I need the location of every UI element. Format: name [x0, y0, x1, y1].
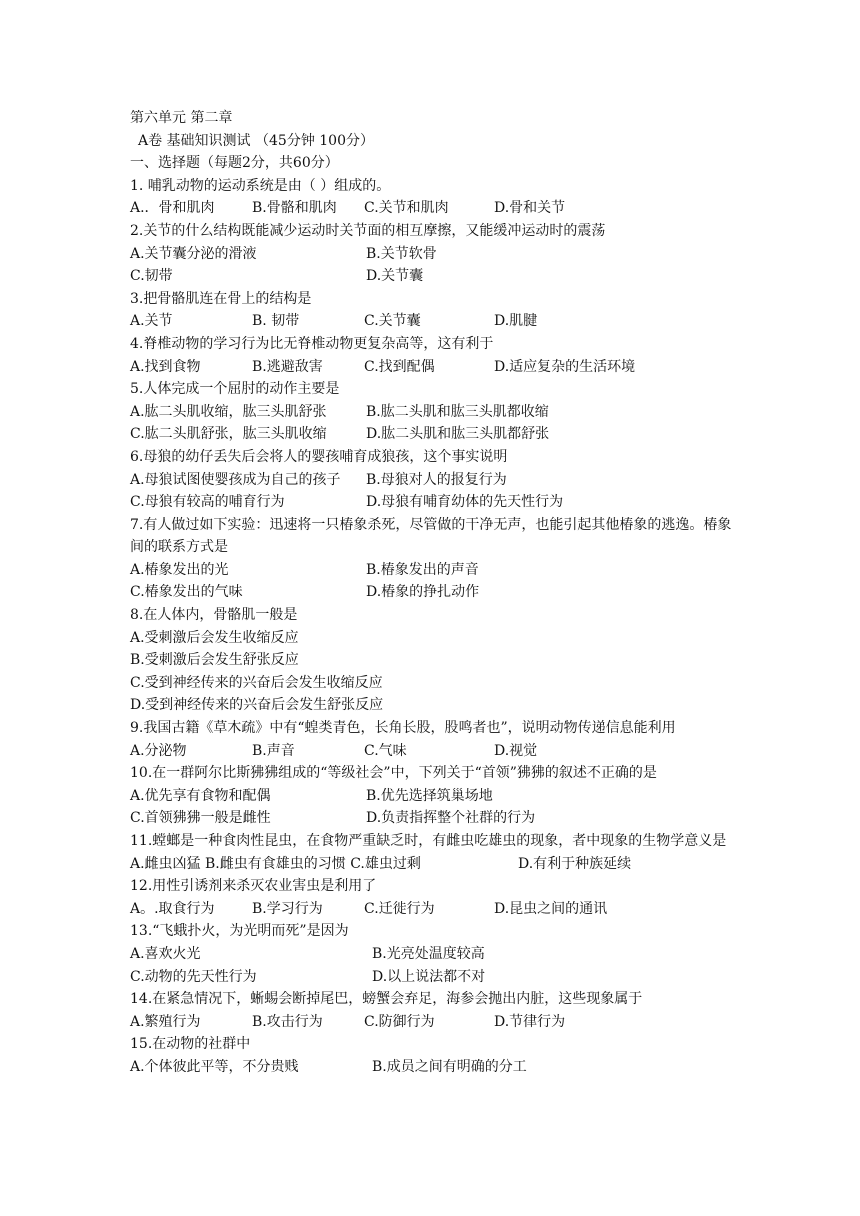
answer-option: C.受到神经传来的兴奋后会发生收缩反应: [130, 674, 383, 691]
answer-option: B.攻击行为: [252, 1013, 323, 1030]
answer-option: C.首领狒狒一般是雌性: [130, 810, 271, 827]
question-stem: 14.在紧急情况下，蜥蜴会断掉尾巴，螃蟹会弃足，海参会抛出内脏，这些现象属于: [130, 991, 643, 1008]
answer-option: B. 韧带: [252, 313, 300, 330]
question-stem: 12.用性引诱剂来杀灭农业害虫是利用了: [130, 878, 377, 895]
answer-option: D.受到神经传来的兴奋后会发生舒张反应: [130, 697, 384, 714]
question-stem: 10.在一群阿尔比斯狒狒组成的“等级社会”中，下列关于“首领”狒狒的叙述不正确的是: [130, 765, 657, 782]
answer-option: A.肱二头肌收缩，肱三头肌舒张: [130, 403, 327, 420]
answer-option: B.逃避敌害: [252, 358, 323, 375]
option-row: [130, 356, 740, 379]
answer-option: D.椿象的挣扎动作: [366, 584, 480, 601]
answer-option: C.母狼有较高的哺育行为: [130, 494, 285, 511]
answer-option: D.有利于种族延续: [518, 855, 632, 872]
option-row: [130, 265, 740, 288]
question-stem: 2.关节的什么结构既能减少运动时关节面的相互摩擦，又能缓冲运动时的震荡: [130, 222, 606, 239]
question-stem: 7.有人做过如下实验：迅速将一只椿象杀死，尽管做的干净无声，也能引起其他椿象的逃逸。椿象间的联系方式是: [130, 516, 732, 556]
option-row: [130, 966, 740, 989]
question-stem: 1. 哺乳动物的运动系统是由（ ）组成的。: [130, 177, 391, 194]
answer-option: D.昆虫之间的通讯: [494, 900, 608, 917]
answer-option: C.迁徙行为: [364, 900, 435, 917]
question-stem: 4.脊椎动物的学习行为比无脊椎动物更复杂高等，这有利于: [130, 335, 494, 352]
question-stem: 15.在动物的社群中: [130, 1036, 251, 1053]
option-row: [130, 1011, 740, 1034]
answer-option: C.关节和肌肉: [364, 200, 449, 217]
answer-option: B.声音: [252, 742, 295, 759]
answer-option: A.受刺激后会发生收缩反应: [130, 629, 299, 646]
answer-option: B.受刺激后会发生舒张反应: [130, 652, 299, 669]
answer-option: C.关节囊: [364, 313, 421, 330]
option-row: [130, 581, 740, 604]
option-row: [130, 469, 740, 492]
answer-option: A.繁殖行为: [130, 1013, 201, 1030]
option-row: [130, 807, 740, 830]
answer-option: A.喜欢火光: [130, 945, 201, 962]
unit-heading: 第六单元 第二章: [130, 110, 233, 126]
option-row: [130, 1056, 740, 1079]
answer-option: B.成员之间有明确的分工: [372, 1058, 527, 1075]
answer-option: D.肱二头肌和肱三头肌都舒张: [366, 426, 550, 443]
question-stem: 8.在人体内，骨骼肌一般是: [130, 607, 298, 624]
answer-option: A.．骨和肌肉: [130, 200, 215, 217]
answer-option: D.视觉: [494, 742, 538, 759]
question-stem: 13.“飞蛾扑火，为光明而死”是因为: [130, 923, 349, 940]
answer-option: A.关节囊分泌的滑液: [130, 245, 257, 262]
answer-option: C.找到配偶: [364, 358, 435, 375]
answer-option: A。.取食行为: [130, 900, 215, 917]
answer-option: C.气味: [364, 742, 407, 759]
answer-option: D.节律行为: [494, 1013, 566, 1030]
answer-option: C.韧带: [130, 268, 173, 285]
answer-option: A.找到食物: [130, 358, 201, 375]
answer-option: D.以上说法都不对: [372, 968, 486, 985]
answer-option: C.肱二头肌舒张，肱三头肌收缩: [130, 426, 327, 443]
option-row: [130, 197, 740, 220]
answer-option: A.母狼试图使婴孩成为自己的孩子: [130, 471, 341, 488]
paper-heading: A卷 基础知识测试 （45分钟 100分）: [138, 132, 374, 149]
question-list: [130, 175, 740, 1079]
question-stem: 3.把骨骼肌连在骨上的结构是: [130, 290, 312, 307]
answer-option: D.关节囊: [366, 268, 424, 285]
answer-option: B.关节软骨: [366, 245, 437, 262]
answer-option: C.动物的先天性行为: [130, 968, 257, 985]
answer-option: D.母狼有哺育幼体的先天性行为: [366, 494, 564, 511]
answer-option: D.肌腱: [494, 313, 538, 330]
answer-option: A.优先享有食物和配偶: [130, 787, 271, 804]
option-row: [130, 559, 740, 582]
answer-option: A.雌虫凶猛 B.雌虫有食雄虫的习惯 C.雄虫过剩: [130, 855, 421, 872]
answer-option: D.骨和关节: [494, 200, 566, 217]
answer-option: B.椿象发出的声音: [366, 561, 479, 578]
answer-option: D.适应复杂的生活环境: [494, 358, 636, 375]
option-row: [130, 423, 740, 446]
question-stem: 9.我国古籍《草木疏》中有“蝗类青色，长角长股，股鸣者也”，说明动物传递信息能利用: [130, 720, 676, 737]
answer-option: A.关节: [130, 313, 173, 330]
answer-option: A.椿象发出的光: [130, 561, 229, 578]
answer-option: B.母狼对人的报复行为: [366, 471, 507, 488]
option-row: [130, 740, 740, 763]
answer-option: B.骨骼和肌肉: [252, 200, 337, 217]
option-row: [130, 943, 740, 966]
question-stem: 5.人体完成一个屈肘的动作主要是: [130, 381, 340, 398]
option-row: [130, 785, 740, 808]
option-row: [130, 401, 740, 424]
option-row: [130, 243, 740, 266]
question-stem: 11.螳螂是一种食肉性昆虫，在食物严重缺乏时，有雌虫吃雄虫的现象，者中现象的生物学意义是: [130, 833, 727, 849]
answer-option: C.防御行为: [364, 1013, 435, 1030]
answer-option: A.个体彼此平等，不分贵贱: [130, 1058, 299, 1075]
answer-option: B.肱二头肌和肱三头肌都收缩: [366, 403, 549, 420]
option-row: [130, 898, 740, 921]
answer-option: B.学习行为: [252, 900, 323, 917]
option-row: [130, 853, 740, 876]
answer-option: B.光亮处温度较高: [372, 945, 485, 962]
option-row: [130, 310, 740, 333]
section-heading: 一、选择题（每题2分，共60分）: [130, 155, 339, 172]
option-row: [130, 491, 740, 514]
answer-option: A.分泌物: [130, 742, 187, 759]
answer-option: C.椿象发出的气味: [130, 584, 243, 601]
exam-page: [130, 107, 740, 1079]
answer-option: D.负责指挥整个社群的行为: [366, 810, 536, 827]
answer-option: B.优先选择筑巢场地: [366, 787, 493, 804]
question-stem: 6.母狼的幼仔丢失后会将人的婴孩哺育成狼孩，这个事实说明: [130, 448, 508, 465]
